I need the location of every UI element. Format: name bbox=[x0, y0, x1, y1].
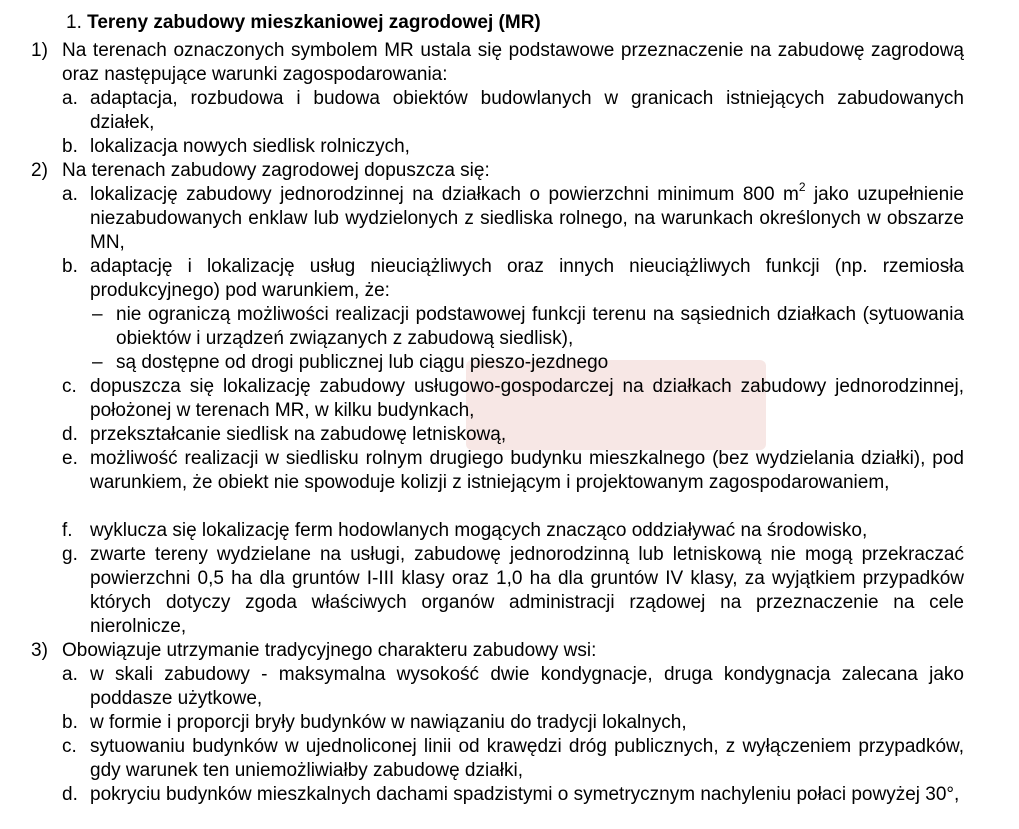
section-2-item-g: zwarte tereny wydzielane na usługi, zabudowę jednorodzinną lub letniskową nie mogą przekraczać powierzchni 0,5 ha dla gruntów I-III klasy oraz 1,0 ha dla gruntów IV klasy, za wyjątkiem przypadków których dotyczy zgoda właściwych organów administracji rządowej na przeznaczenie na cele nierolnicze, bbox=[90, 544, 964, 637]
section-2-item-a-text-before: lokalizację zabudowy jednorodzinnej na działkach o powierzchni minimum 800 m bbox=[90, 184, 799, 205]
section-3-marker: 3) bbox=[31, 640, 48, 661]
section-2-item-f-marker: f. bbox=[62, 520, 73, 541]
section-1-text: Na terenach oznaczonych symbolem MR ustala się podstawowe przeznaczenie na zabudowę zagrodową oraz następujące warunki zagospodarowania: bbox=[62, 40, 964, 85]
section-3-item-a: w skali zabudowy - maksymalna wysokość dwie kondygnacje, druga kondygnacja zalecana jako poddasze użytkowe, bbox=[90, 664, 964, 709]
section-2-item-b-subitem-2: są dostępne od drogi publicznej lub ciągu pieszo-jezdnego bbox=[116, 352, 609, 373]
section-2-item-b-subitem-1: nie ograniczą możliwości realizacji podstawowej funkcji terenu na sąsiednich działkach (sytuowania obiektów i urządzeń związanych z zabudową siedlisk), bbox=[116, 304, 964, 349]
section-2-item-f: wyklucza się lokalizację ferm hodowlanych mogących znacząco oddziaływać na środowisko, bbox=[90, 520, 868, 541]
section-2-item-c: dopuszcza się lokalizację zabudowy usługowo-gospodarczej na działkach zabudowy jednorodzinnej, położonej w terenach MR, w kilku budynkach, bbox=[90, 376, 964, 421]
section-2-item-g-marker: g. bbox=[62, 544, 78, 565]
section-2-item-b-marker: b. bbox=[62, 256, 78, 277]
section-2-item-d-marker: d. bbox=[62, 424, 78, 445]
section-1-item-b-marker: b. bbox=[62, 136, 78, 157]
section-2-item-b: adaptację i lokalizację usług nieuciążliwych oraz innych nieuciążliwych funkcji (np. rzemiosła produkcyjnego) pod warunkiem, że: bbox=[90, 256, 964, 301]
section-2-item-c-marker: c. bbox=[62, 376, 77, 397]
title-text: Tereny zabudowy mieszkaniowej zagrodowej (MR) bbox=[87, 12, 541, 33]
section-2-marker: 2) bbox=[31, 160, 48, 181]
section-3-item-d: pokryciu budynków mieszkalnych dachami spadzistymi o symetrycznym nachyleniu połaci powyżej 30°, bbox=[90, 784, 960, 805]
section-3-item-c-marker: c. bbox=[62, 736, 77, 757]
section-2-item-a-marker: a. bbox=[62, 184, 78, 205]
section-1-marker: 1) bbox=[31, 40, 48, 61]
section-2-item-b-dash-1: – bbox=[92, 304, 103, 325]
section-1-item-b: lokalizacja nowych siedlisk rolniczych, bbox=[90, 136, 410, 157]
section-3-item-d-marker: d. bbox=[62, 784, 78, 805]
section-2-text: Na terenach zabudowy zagrodowej dopuszcza się: bbox=[62, 160, 490, 181]
superscript-2: 2 bbox=[798, 179, 806, 194]
section-3-item-c: sytuowaniu budynków w ujednoliconej linii od krawędzi dróg publicznych, z wyłączeniem przypadków, gdy warunek ten uniemożliwiałby zabudowę działki, bbox=[90, 736, 964, 781]
section-title bbox=[66, 11, 541, 35]
section-2-item-a bbox=[90, 179, 964, 255]
section-1-item-a-marker: a. bbox=[62, 88, 78, 109]
section-1-item-a: adaptacja, rozbudowa i budowa obiektów budowlanych w granicach istniejących zabudowanych działek, bbox=[90, 88, 964, 133]
section-2-item-e: możliwość realizacji w siedlisku rolnym drugiego budynku mieszkalnego (bez wydzielania działki), pod warunkiem, że obiekt nie spowoduje kolizji z istniejącym i projektowanym zagospodarowaniem, bbox=[90, 448, 964, 493]
title-number: 1. bbox=[66, 12, 82, 33]
section-2-item-a-text-after: jako uzupełnienie niezabudowanych enklaw lub wydzielonych z siedliska rolnego, na warunkach określonych w obszarze MN, bbox=[90, 184, 964, 253]
section-3-item-a-marker: a. bbox=[62, 664, 78, 685]
section-2-item-e-marker: e. bbox=[62, 448, 78, 469]
section-3-text: Obowiązuje utrzymanie tradycyjnego charakteru zabudowy wsi: bbox=[62, 640, 597, 661]
section-3-item-b: w formie i proporcji bryły budynków w nawiązaniu do tradycji lokalnych, bbox=[90, 712, 687, 733]
section-3-item-b-marker: b. bbox=[62, 712, 78, 733]
section-2-item-b-dash-2: – bbox=[92, 352, 103, 373]
section-2-item-d: przekształcanie siedlisk na zabudowę letniskową, bbox=[90, 424, 507, 445]
